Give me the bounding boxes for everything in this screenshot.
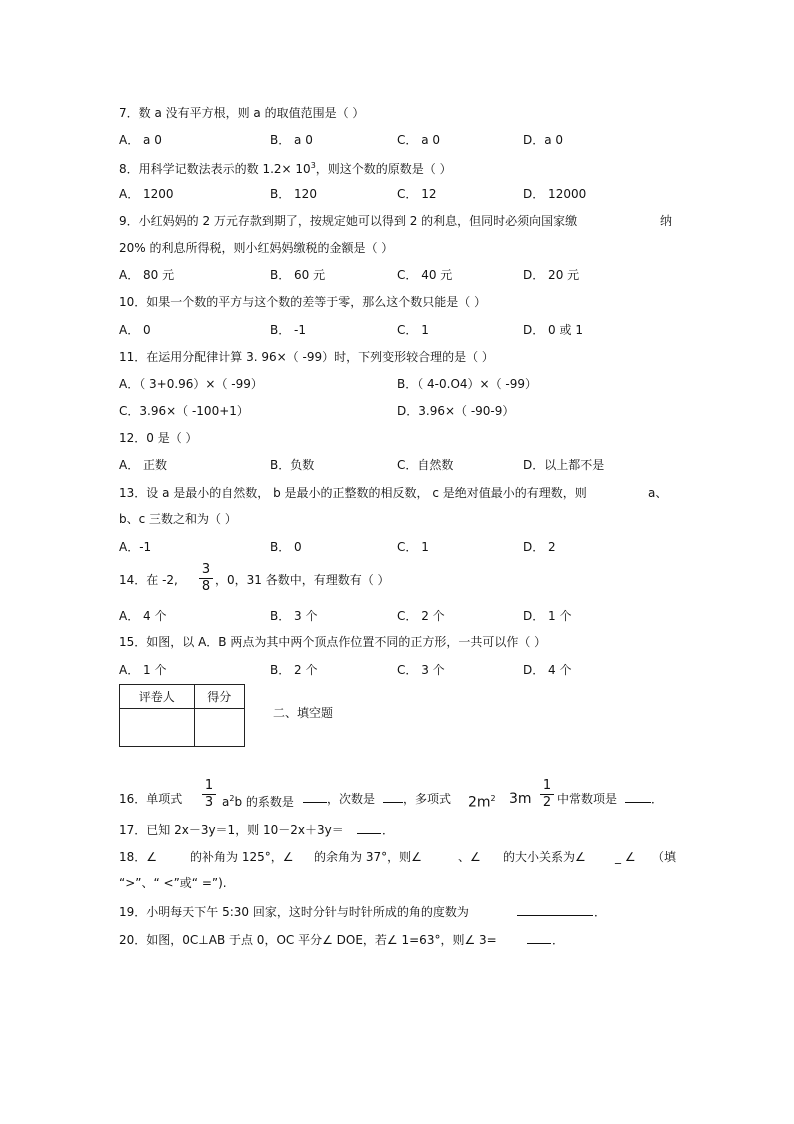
q18-part-e: 的大小关系为∠ (503, 850, 586, 864)
monomial: $a^2b$ 的系数是 (222, 794, 294, 809)
question-20 (0, 931, 794, 949)
option-b: B． 0 (270, 540, 302, 554)
question-15-stem: 15．如图，以 A．B 两点为其中两个顶点作位置不同的正方形，一共可以作（ ） (119, 635, 547, 649)
poly-term-2: 3m (509, 791, 532, 807)
option-a: A． 正数 (119, 458, 168, 472)
answer-blank-degree[interactable] (383, 802, 403, 803)
question-19 (0, 903, 794, 921)
constant-term-text: 中常数项是 (557, 792, 618, 806)
option-c: C．自然数 (397, 458, 454, 472)
option-b: B．负数 (270, 458, 315, 472)
question-17 (0, 821, 794, 839)
option-b: B． a 0 (270, 133, 313, 147)
option-a: A． a 0 (119, 133, 162, 147)
question-14-options (0, 607, 794, 625)
question-9-stem: 9．小红妈妈的 2 万元存款到期了，按规定她可以得到 2 的利息，但同时必须向国家缴 (119, 214, 578, 228)
answer-blank-constant[interactable] (625, 802, 651, 803)
option-a: A． 1200 (119, 187, 174, 201)
option-a: A． 1 个 (119, 663, 167, 677)
question-14-stem-pre: 14．在 -2, (119, 573, 178, 587)
option-c: C． a 0 (397, 133, 440, 147)
polynomial-text: ，多项式 (403, 792, 452, 806)
question-13-line-end: a、 (648, 486, 668, 500)
fraction-1-3: 1 3 (202, 779, 216, 810)
q18-part-c: 的余角为 37°，则∠ (314, 850, 422, 864)
question-8-stem: 8．用科学记数法表示的数 $1.2\times 10^3$，则这个数的原数是（ ） (119, 161, 452, 176)
option-b: B． -1 (270, 323, 307, 337)
answer-blank[interactable] (357, 833, 381, 834)
degree-text: ，次数是 (327, 792, 376, 806)
option-b: B． 3 个 (270, 609, 318, 623)
question-12-stem: 12．0 是（ ） (119, 431, 198, 445)
question-13-stem: 13．设 a 是最小的自然数， b 是最小的正整数的相反数， c 是绝对值最小的有理数，则 (119, 486, 587, 500)
question-20-stem: 20．如图，0C⊥AB 于点 0，OC 平分∠ DOE，若∠ 1=63°，则∠ 3= (119, 933, 497, 947)
question-17-stem: 17．已知 2x－3y＝1，则 10－2x＋3y＝ (119, 823, 344, 837)
option-b: B． 60 元 (270, 268, 326, 282)
question-16-label: 16．单项式 (119, 792, 183, 806)
question-7 (0, 104, 794, 122)
option-d: D． 1 个 (523, 609, 572, 623)
section-heading-row (0, 704, 794, 722)
question-17-end: ． (382, 823, 395, 837)
section-title: 二、填空题 (273, 706, 334, 720)
question-8-options (0, 185, 794, 203)
option-b: B．（ 4-0.O4）×（ -99） (397, 377, 538, 391)
option-a: A． 4 个 (119, 609, 167, 623)
option-c: C． 12 (397, 187, 437, 201)
option-c: C． 40 元 (397, 268, 453, 282)
option-c: C． 1 (397, 540, 429, 554)
question-7-options (0, 131, 794, 149)
q18-part-d: 、∠ (458, 850, 481, 864)
option-d: D． 2 (523, 540, 556, 554)
question-19-end: ． (594, 905, 607, 919)
question-18-line-1 (0, 848, 794, 866)
question-19-stem: 19．小明每天下午 5:30 回家，这时分针与时针所成的角的度数为 (119, 905, 469, 919)
option-c: C． 1 (397, 323, 429, 337)
question-15 (0, 633, 794, 651)
question-18-line-2 (0, 874, 794, 892)
option-c: C． 3 个 (397, 663, 445, 677)
option-a: A．（ 3+0.96）×（ -99） (119, 377, 263, 391)
question-9-stem-cont: 20% 的利息所得税，则小红妈妈缴税的金额是（ ） (119, 241, 394, 255)
question-11-stem: 11．在运用分配律计算 3. 96×（ -99）时，下列变形较合理的是（ ） (119, 350, 494, 364)
option-d: D． 4 个 (523, 663, 572, 677)
option-d: D． 0 或 1 (523, 323, 583, 337)
fraction-1-2: 1 2 (540, 779, 554, 810)
question-7-stem: 7．数 a 没有平方根，则 a 的取值范围是（ ） (119, 106, 365, 120)
fraction-3-8: 3 8 (199, 563, 213, 594)
question-15-options (0, 661, 794, 679)
grading-header-score: 得分 (194, 685, 244, 709)
question-13-line-2 (0, 510, 794, 528)
option-b: B． 120 (270, 187, 317, 201)
question-10-options (0, 321, 794, 339)
q18-part-b: 的补角为 125°，∠ (190, 850, 294, 864)
option-a: A． 80 元 (119, 268, 175, 282)
q18-part-a: 18．∠ (119, 850, 158, 864)
question-16-end: ． (651, 792, 664, 806)
question-10-stem: 10．如果一个数的平方与这个数的差等于零，那么这个数只能是（ ） (119, 295, 487, 309)
question-12 (0, 429, 794, 447)
option-b: B． 2 个 (270, 663, 318, 677)
q18-part-g: （填 (652, 850, 677, 864)
answer-blank-coefficient[interactable] (303, 802, 327, 803)
question-8 (0, 157, 794, 175)
q18-part-f: _ ∠ (615, 850, 636, 864)
option-d: D． 20 元 (523, 268, 580, 282)
question-20-end: ． (552, 933, 565, 947)
option-c: C．3.96×（ -100+1） (119, 404, 249, 418)
option-a: A．-1 (119, 540, 152, 554)
question-13-options (0, 538, 794, 556)
question-13-stem-cont: b、c 三数之和为（ ） (119, 512, 237, 526)
question-9-options (0, 266, 794, 284)
question-14 (0, 562, 794, 594)
question-11-options-1 (0, 375, 794, 393)
question-13-line-1 (0, 484, 794, 502)
question-14-stem-post: ，0，31 各数中，有理数有（ ） (215, 573, 390, 587)
option-d: D．以上都不是 (523, 458, 605, 472)
option-c: C． 2 个 (397, 609, 445, 623)
question-16 (0, 778, 794, 811)
question-10 (0, 293, 794, 311)
question-9-line-2 (0, 239, 794, 257)
q18-line-2-text: “>”、“ <”或“ =”). (119, 876, 227, 890)
question-9-line-end: 纳 (660, 214, 673, 228)
poly-term-1: $2m^2$ (468, 794, 496, 811)
option-d: D．3.96×（ -90-9） (397, 404, 515, 418)
option-d: D． 12000 (523, 187, 587, 201)
answer-blank[interactable] (517, 915, 593, 916)
option-a: A． 0 (119, 323, 151, 337)
question-12-options (0, 456, 794, 474)
question-11 (0, 348, 794, 366)
option-d: D．a 0 (523, 133, 564, 147)
answer-blank[interactable] (527, 943, 551, 944)
question-11-options-2 (0, 402, 794, 420)
grading-header-grader: 评卷人 (120, 685, 195, 709)
question-9-line-1 (0, 212, 794, 230)
